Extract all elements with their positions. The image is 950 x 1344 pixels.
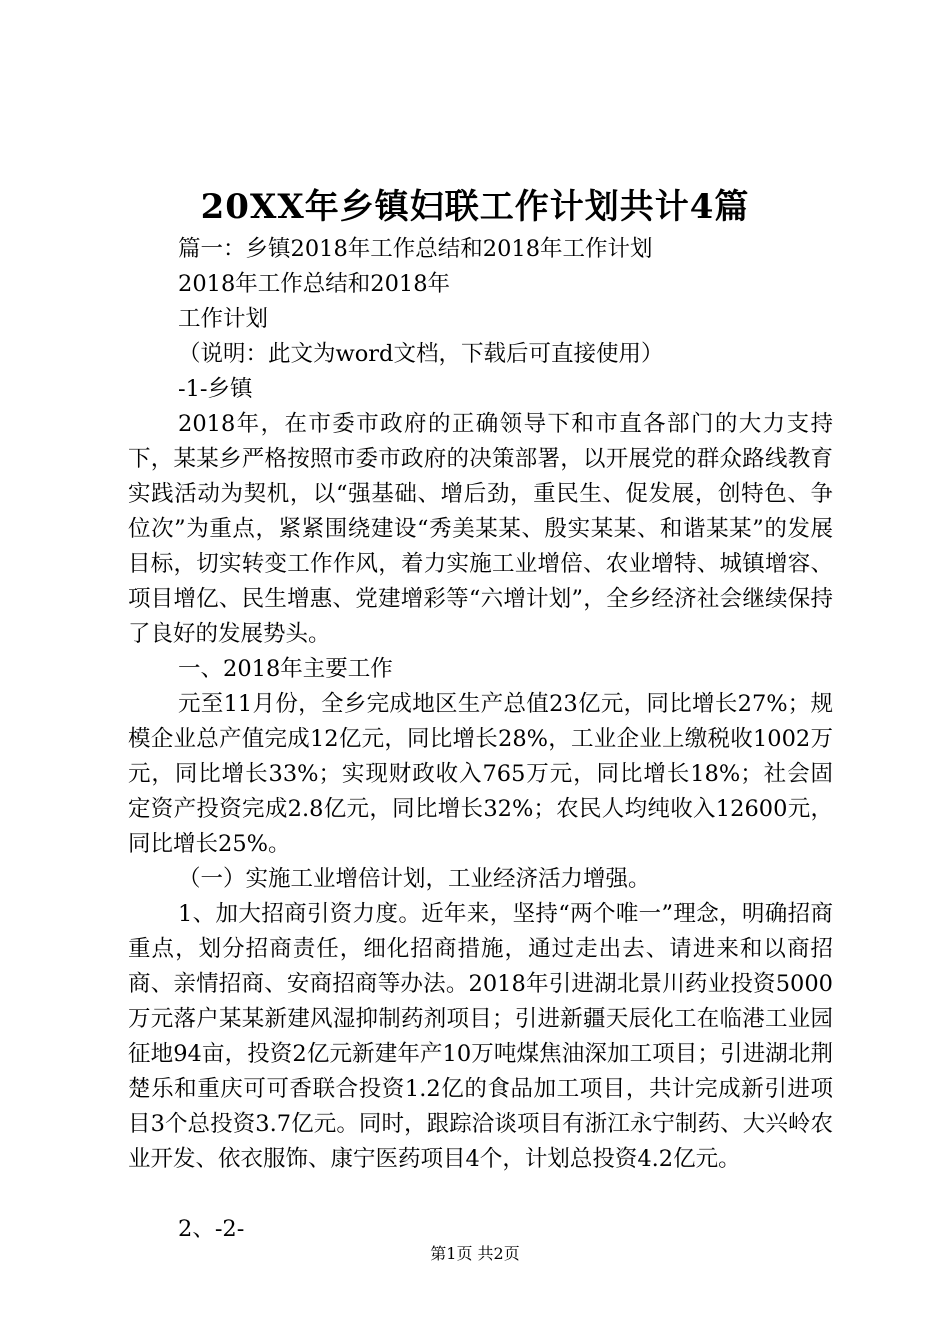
page-footer: 第1页 共2页	[430, 1244, 520, 1263]
subtitle-line: 2018年工作总结和2018年	[178, 271, 451, 297]
page-marker-line: -1-乡镇	[178, 376, 253, 402]
blank-line	[128, 1177, 833, 1212]
document-title: 20XX年乡镇妇联工作计划共计4篇	[200, 187, 750, 227]
section-heading: 一、2018年主要工作	[178, 656, 393, 682]
paragraph-intro: 2018年，在市委市政府的正确领导下和市直各部门的大力支持下，某某乡严格按照市委市政府的决策部署，以开展党的群众路线教育实践活动为契机，以“强基础、增后劲，重民生、促发展，创特色、争位次”为重点，紧紧围绕建设“秀美某某、殷实某某、和谐某某”的发展目标，切实转变工作作风，着力实施工业增倍、农业增特、城镇增容、项目增亿、民生增惠、党建增彩等“六增计划”，全乡经济社会继续保持了良好的发展势头。	[128, 411, 833, 647]
note-line: （说明：此文为word文档，下载后可直接使用）	[178, 341, 664, 367]
document-body	[128, 232, 833, 1247]
chapter-line: 篇一：乡镇2018年工作总结和2018年工作计划	[178, 236, 653, 262]
paragraph-investment: 1、加大招商引资力度。近年来，坚持“两个唯一”理念，明确招商重点，划分招商责任，细化招商措施，通过走出去、请进来和以商招商、亲情招商、安商招商等办法。2018年引进湖北景川药业投资5000万元落户某某新建风湿抑制药剂项目；引进新疆天辰化工在临港工业园征地94亩，投资2亿元新建年产10万吨煤焦油深加工项目；引进湖北荆楚乐和重庆可可香联合投资1.2亿的食品加工项目，共计完成新引进项目3个总投资3.7亿元。同时，跟踪洽谈项目有浙江永宁制药、大兴岭农业开发、依衣服饰、康宁医药项目4个，计划总投资4.2亿元。	[128, 901, 833, 1172]
subsection-heading: （一）实施工业增倍计划，工业经济活力增强。	[178, 866, 651, 892]
subtitle-line-2: 工作计划	[178, 306, 269, 332]
paragraph-statistics: 元至11月份，全乡完成地区生产总值23亿元，同比增长27%；规模企业总产值完成12亿元，同比增长28%，工业企业上缴税收1002万元，同比增长33%；实现财政收入765万元，同比增长18%；社会固定资产投资完成2.8亿元，同比增长32%；农民人均纯收入12600元，同比增长25%。	[128, 691, 833, 857]
paragraph-continued: 2、-2-	[178, 1216, 245, 1242]
